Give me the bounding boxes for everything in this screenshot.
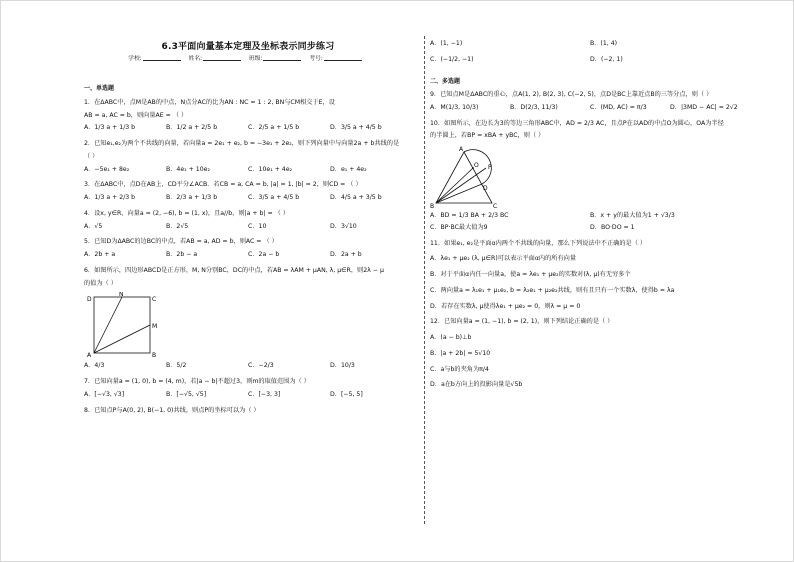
question-4-option-c[interactable]: C．10 <box>248 222 267 230</box>
question-12-stem: 12．已知向量a = (1, −1), b = (2, 1)，则下列结论正确的是（ ） <box>430 318 614 326</box>
label-b: B <box>152 352 157 359</box>
binding-line <box>424 36 425 524</box>
section-single-choice: 一、单选题 <box>84 85 115 93</box>
question-10-options-row-1 <box>430 212 750 220</box>
page-title: 6.3平面向量基本定理及坐标表示同步练习 <box>161 42 335 52</box>
class-label: 班级: <box>248 56 263 63</box>
question-6-option-b[interactable]: B．5/2 <box>166 362 187 370</box>
question-6-options <box>84 362 412 370</box>
triangle-semicircle-diagram <box>430 145 520 209</box>
question-7-stem: 7．已知向量a = (1, 0), b = (4, m)，若|a − b|不超过3，则m的取值范围为（ ） <box>84 378 310 386</box>
school-label: 学校: <box>128 56 142 63</box>
school-blank[interactable] <box>143 60 181 61</box>
question-10-option-a[interactable]: A．BD = 1/3 BA + 2/3 BC <box>430 212 509 219</box>
question-6-figure <box>86 292 166 358</box>
question-4-stem: 4．设x, y∈R，向量a = (2, −6), b = (1, x)，且a//b，则|a + b| = （ ） <box>84 209 289 217</box>
question-5-stem: 5．已知D为ΔABC的边BC的中点，若AB = a, AD = b，则AC = （ ） <box>84 238 278 246</box>
question-11-stem: 11．如果e₁, e₂是平面α内两个不共线的向量，那么下列说法中不正确的是（ ） <box>430 239 647 247</box>
question-9-option-b[interactable]: B．D(2/3, 11/3) <box>510 103 558 111</box>
question-6-option-a[interactable]: A．4/3 <box>84 362 105 370</box>
square-diagram <box>86 292 166 358</box>
right-column <box>430 40 750 397</box>
question-2-stem: 2．已知e₁,e₂为两个不共线的向量，若向量a = 2e₁ + e₂, b = −3e₁ + 2e₂，则下列向量中与向量2a + b共线的是 <box>84 140 400 148</box>
question-7-option-d[interactable]: D．[−5, 5] <box>330 390 363 398</box>
question-4-options <box>84 223 412 231</box>
question-5-options <box>84 251 412 259</box>
question-1-option-b[interactable]: B．1/2 a + 2/5 b <box>166 124 218 132</box>
question-10-option-b[interactable]: B．x + y的最大值为1 + √3/3 <box>590 212 675 219</box>
question-8-option-c[interactable]: C．(−1/2, −1) <box>430 55 474 63</box>
left-column <box>84 42 412 419</box>
label-d: D <box>483 185 488 192</box>
question-3-option-a[interactable]: A．1/3 a + 2/3 b <box>84 194 136 202</box>
question-2-option-b[interactable]: B．4e₁ + 10e₂ <box>166 165 210 173</box>
question-2-option-d[interactable]: D．e₁ + 4e₂ <box>330 165 367 173</box>
question-5-option-c[interactable]: C．2a − b <box>248 251 280 259</box>
question-5-option-d[interactable]: D．2a + b <box>330 251 362 259</box>
label-d: D <box>87 296 92 304</box>
question-8-option-a[interactable]: A．(1, −1) <box>430 40 463 47</box>
exam-number-label: 考号: <box>309 56 323 63</box>
question-10-option-c[interactable]: C．BP·BC最大值为9 <box>430 223 488 231</box>
segment-bo <box>436 168 473 203</box>
label-o: O <box>474 162 479 169</box>
question-3-option-c[interactable]: C．3/5 a + 4/5 b <box>248 194 300 202</box>
question-9-options <box>430 104 750 112</box>
question-3-option-b[interactable]: B．2/3 a + 1/3 b <box>166 194 218 202</box>
label-c: C <box>493 203 498 209</box>
square-abcd <box>94 297 150 353</box>
question-9-option-c[interactable]: C．(MD, AC) = π/3 <box>590 103 647 111</box>
question-3-option-d[interactable]: D．4/5 a + 3/5 b <box>330 194 382 202</box>
question-4-option-d[interactable]: D．3√10 <box>330 222 357 230</box>
class-blank[interactable] <box>263 60 301 61</box>
question-6-option-d[interactable]: D．10/3 <box>330 362 355 370</box>
question-7-option-c[interactable]: C．[−3, 3] <box>248 390 281 398</box>
exam-number-blank[interactable] <box>324 60 362 61</box>
question-9-option-a[interactable]: A．M(1/3, 10/3) <box>430 103 479 111</box>
question-3-options <box>84 194 412 202</box>
name-blank[interactable] <box>203 60 241 61</box>
question-10-figure <box>430 145 520 209</box>
question-12-option-c[interactable]: C．a与b的夹角为π/4 <box>430 365 489 373</box>
question-8-options-row-2 <box>430 56 750 64</box>
question-8-options-row-1 <box>430 40 750 48</box>
question-5-option-a[interactable]: A．2b + a <box>84 251 116 259</box>
label-b: B <box>430 203 435 209</box>
question-7-option-b[interactable]: B．[−√5, √5] <box>166 390 207 398</box>
student-info-line <box>84 56 412 63</box>
label-m: M <box>152 323 158 331</box>
question-10-stem-2: 的半圆上，若BP = xBA + yBC，则（ ） <box>430 132 545 140</box>
question-1-options <box>84 124 412 132</box>
question-9-stem: 9．已知点M是ΔABC的重心，点A(1, 2), B(2, 3), C(−2, 5)，点D是BC上靠近点B的三等分点，则（ ） <box>430 91 713 98</box>
question-10-options-row-2 <box>430 224 750 232</box>
question-2-option-c[interactable]: C．10e₁ + 4e₂ <box>248 165 293 173</box>
question-8-stem: 8．已知点P与A(0, 2), B(−1, 0)共线，则点P的坐标可以为（ ） <box>84 406 260 414</box>
question-11-option-a[interactable]: A．λe₁ + μe₂ (λ, μ∈R)可以表示平面α内的所有向量 <box>430 255 577 263</box>
question-1-option-a[interactable]: A．1/3 a + 1/3 b <box>84 124 136 132</box>
label-n: N <box>119 292 124 299</box>
question-1-option-d[interactable]: D．3/5 a + 4/5 b <box>330 124 382 132</box>
question-10-stem: 10．如图所示，在边长为3的等边三角形ABC中，AD = 2/3 AC，且点P在以AD的中点O为圆心，OA为半径 <box>430 119 724 127</box>
label-a: A <box>87 352 92 359</box>
question-12-option-b[interactable]: B．|a + 2b| = 5√10 <box>430 349 491 357</box>
question-12-option-d[interactable]: D．a在b方向上的投影向量是√5b <box>430 381 523 389</box>
question-2-option-a[interactable]: A．−5e₁ + 8e₂ <box>84 165 130 173</box>
question-10-option-d[interactable]: D．BO·DO = 1 <box>590 223 635 231</box>
question-5-option-b[interactable]: B．2b − a <box>166 251 198 259</box>
name-label: 姓名: <box>188 56 203 63</box>
question-7-options <box>84 391 412 399</box>
question-2-options <box>84 166 412 174</box>
question-7-option-a[interactable]: A．[−√3, √3] <box>84 390 125 398</box>
question-1-stem-2: AB = a, AC = b，则向量AE = （ ） <box>84 111 188 119</box>
label-c: C <box>152 296 157 304</box>
question-1-stem: 1．在ΔABC中，点M是AB的中点，N点分AC的比为AN : NC = 1 : 2, BN与CM相交于E，设 <box>84 98 335 106</box>
question-4-option-b[interactable]: B．2√5 <box>166 222 189 230</box>
question-6-stem-2: 的值为（ ） <box>84 279 117 287</box>
label-p: P <box>488 164 492 171</box>
segment-an <box>94 297 122 353</box>
question-8-option-d[interactable]: D．(−2, 1) <box>590 55 623 63</box>
question-8-option-b[interactable]: B．(1, 4) <box>590 40 618 47</box>
question-1-option-c[interactable]: C．2/5 a + 1/5 b <box>248 124 300 132</box>
question-4-option-a[interactable]: A．√5 <box>84 222 103 230</box>
question-3-stem: 3．在ΔABC中，点D在AB上，CD平分∠ACB．若CB = a, CA = b, |a| = 1, |b| = 2，则CD = （ ） <box>84 181 362 189</box>
question-9-option-d[interactable]: D．|3MD − AC| = 2√2 <box>670 103 738 111</box>
question-11-option-d[interactable]: D．若存在实数λ, μ使得λe₁ + μe₂ = 0，则λ = μ = 0 <box>430 302 581 310</box>
question-12-option-a[interactable]: A．(a − b)⊥b <box>430 334 472 341</box>
segment-am <box>94 325 150 353</box>
question-11-option-c[interactable]: C．两向量a = λ₁e₁ + μ₁e₂, b = λ₂e₁ + μ₂e₂共线，则有且只有一个实数λ，使得b = λa <box>430 286 675 294</box>
question-11-option-b[interactable]: B．对于平面α内任一向量a，使a = λe₁ + μe₂的实数对(λ, μ)有无穷多个 <box>430 271 631 278</box>
question-6-stem: 6．如图所示，四边形ABCD是正方形，M, N分别BC，DC的中点，若AB = λAM + μAN, λ, μ∈R，则2λ − μ <box>84 266 384 274</box>
section-multiple-choice: 二、多选题 <box>430 77 461 85</box>
question-6-option-c[interactable]: C．−2/3 <box>248 362 274 370</box>
question-2-stem-2: （ ） <box>84 152 99 160</box>
label-a: A <box>459 146 464 153</box>
